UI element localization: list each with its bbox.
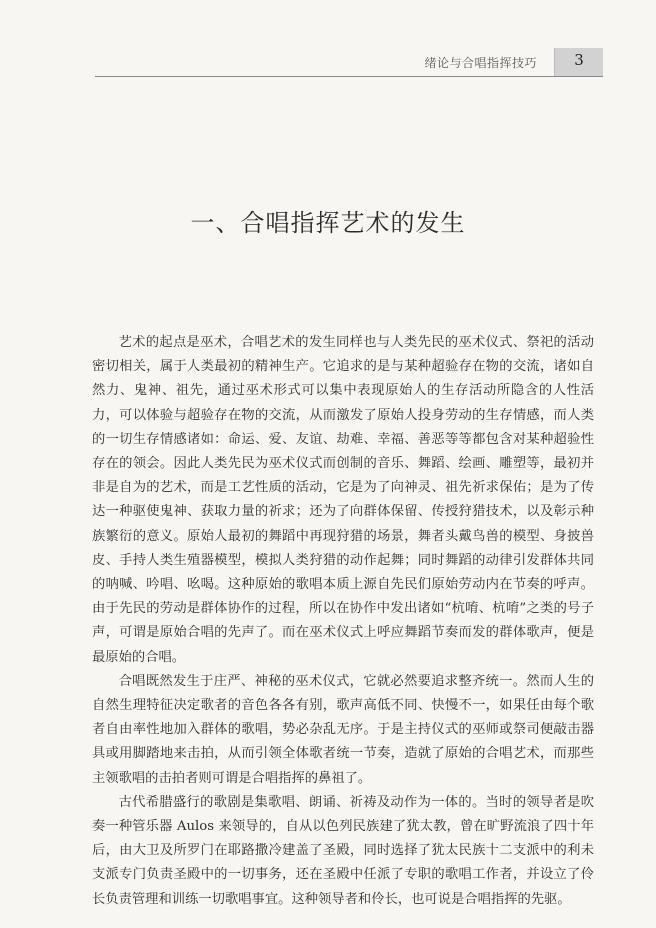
page-number-badge [554, 48, 603, 76]
header-rule [95, 76, 603, 77]
paragraph: 合唱既然发生于庄严、神秘的巫术仪式，它就必然要追求整齐统一。然而人生的自然生理特征决定歌者的音色各各有别，歌声高低不同、快慢不一，如果任由每个歌者自由率性地加入群体的歌唱，势必杂乱无序。于是主持仪式的巫师或祭司便敲击器具或用脚踏地来击拍，从而引领全体歌者统一节奏，造就了原始的合唱艺术，而那些主领歌唱的击拍者则可谓是合唱指挥的鼻祖了。 [92, 673, 594, 786]
running-header [95, 48, 603, 78]
section-title: 一、合唱指挥艺术的发生 [190, 209, 466, 237]
paragraph: 古代希腊盛行的歌剧是集歌唱、朗诵、祈祷及动作为一体的。当时的领导者是吹奏一种管乐器 Aulos 来领导的，自从以色列民族建了犹太教，曾在旷野流浪了四十年后，由大卫及所罗门在耶路撒冷建盖了圣殿，同时选择了犹太民族十二支派中的利未支派专门负责圣殿中的一切事务，还在圣殿中任派了专职的歌唱工作者，并设立了伶长负责管理和训练一切歌唱事宜。这种领导者和伶长，也可说是合唱指挥的先驱。 [92, 794, 594, 907]
page-number: 3 [574, 51, 584, 69]
running-header-title: 绪论与合唱指挥技巧 [424, 56, 537, 70]
body-text [92, 331, 594, 912]
paragraph: 艺术的起点是巫术，合唱艺术的发生同样也与人类先民的巫术仪式、祭祀的活动密切相关，属于人类最初的精神生产。它追求的是与某种超验存在物的交流，诸如自然力、鬼神、祖先，通过巫术形式可以集中表现原始人的生存活动所隐含的人性活力，可以体验与超验存在物的交流，从而激发了原始人投身劳动的生存情感，而人类的一切生存情感诸如：命运、爱、友谊、劫难、幸福、善恶等等都包含对某种超验性存在的领会。因此人类先民为巫术仪式而创制的音乐、舞蹈、绘画、雕塑等，最初并非是自为的艺术，而是工艺性质的活动，它是为了向神灵、祖先祈求保佑；是为了传达一种驱使鬼神、获取力量的祈求；还为了向群体保留、传授狩猎技术，以及彰示种族繁衍的意义。原始人最初的舞蹈中再现狩猎的场景，舞者头戴鸟兽的模型、身披兽皮、手持人类生殖器模型，模拟人类狩猎的动作起舞；同时舞蹈的动律引发群体共同的呐喊、吟唱、吆喝。这种原始的歌唱本质上源自先民们原始劳动内在节奏的呼声。由于先民的劳动是群体协作的过程，所以在协作中发出诸如“杭唷、杭唷”之类的号子声，可谓是原始合唱的先声了。而在巫术仪式上呼应舞蹈节奏而发的群体歌声，便是最原始的合唱。 [92, 335, 594, 665]
